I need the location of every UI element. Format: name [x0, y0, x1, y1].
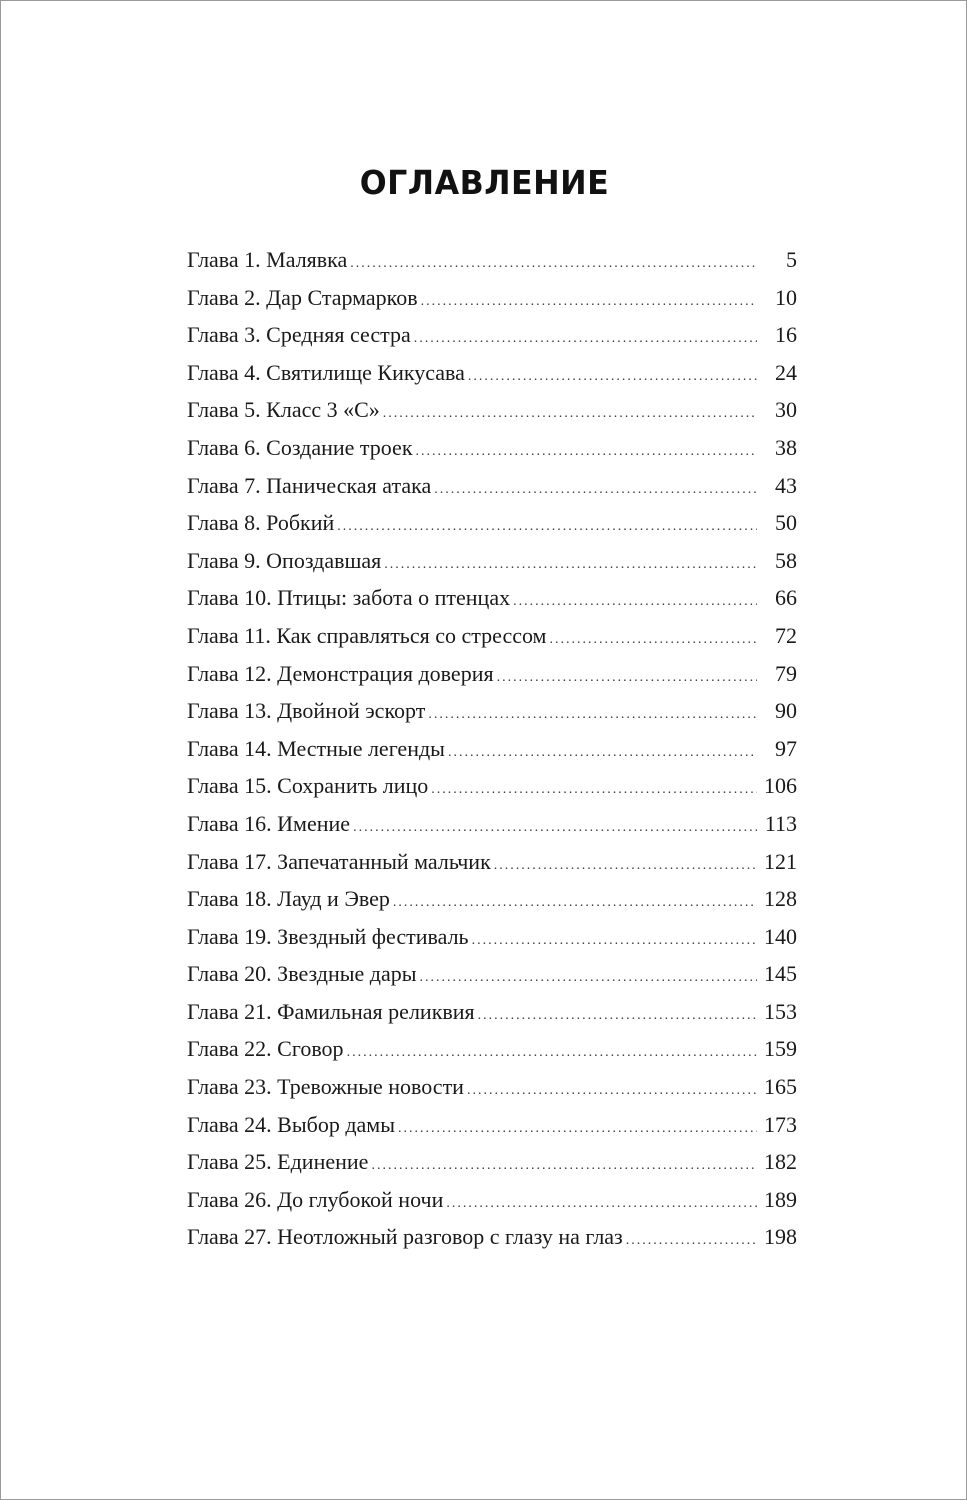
toc-dot-leader: [347, 1034, 757, 1072]
toc-dot-leader: [398, 1110, 757, 1148]
toc-entry-page-number: 189: [764, 1186, 797, 1212]
toc-entry-page-number: 30: [775, 397, 797, 423]
toc-entry: [187, 843, 797, 881]
toc-entry-page-number: 50: [775, 510, 797, 536]
toc-entry: [187, 730, 797, 768]
toc-dot-leader: [371, 1147, 757, 1185]
toc-entry-label: Глава 14. Местные легенды: [187, 735, 445, 761]
toc-entry: [187, 241, 797, 279]
toc-entry-page-number: 16: [775, 322, 797, 348]
toc-entry: [187, 504, 797, 542]
toc-entry-page-number: 58: [775, 547, 797, 573]
toc-entry-page-number: 79: [775, 660, 797, 686]
toc-entry: [187, 955, 797, 993]
toc-dot-leader: [467, 1072, 757, 1110]
toc-entry: [187, 617, 797, 655]
toc-entry-page-number: 106: [764, 773, 797, 799]
toc-dot-leader: [472, 922, 757, 960]
toc-dot-leader: [497, 659, 757, 697]
toc-entry-page-number: 140: [764, 923, 797, 949]
toc-entry: [187, 579, 797, 617]
toc-entry-label: Глава 3. Средняя сестра: [187, 322, 411, 348]
toc-entry-page-number: 72: [775, 622, 797, 648]
toc-entry-page-number: 182: [764, 1149, 797, 1175]
toc-dot-leader: [416, 433, 757, 471]
toc-entry-page-number: 128: [764, 886, 797, 912]
toc-entry-page-number: 66: [775, 585, 797, 611]
toc-entry-label: Глава 8. Робкий: [187, 510, 335, 536]
toc-entry-page-number: 5: [786, 247, 797, 272]
toc-dot-leader: [393, 884, 757, 922]
toc-entry-label: Глава 25. Единение: [187, 1149, 369, 1175]
toc-dot-leader: [434, 471, 757, 509]
toc-dot-leader: [383, 395, 757, 433]
toc-entry-label: Глава 24. Выбор дамы: [187, 1111, 395, 1137]
toc-dot-leader: [513, 583, 757, 621]
toc-entry-page-number: 159: [764, 1036, 797, 1062]
toc-entry: [187, 1143, 797, 1181]
toc-entry-label: Глава 7. Паническая атака: [187, 472, 432, 498]
toc-dot-leader: [353, 809, 757, 847]
toc-dot-leader: [478, 997, 757, 1035]
toc-entry: [187, 655, 797, 693]
toc-dot-leader: [626, 1222, 757, 1260]
toc-entry-page-number: 153: [764, 998, 797, 1024]
toc-entry: [187, 391, 797, 429]
toc-entry: [187, 1068, 797, 1106]
toc-entry-page-number: 90: [775, 698, 797, 724]
toc-entry-label: Глава 21. Фамильная реликвия: [187, 998, 475, 1024]
toc-entry: [187, 1218, 797, 1256]
toc-entry-page-number: 43: [775, 472, 797, 498]
toc-entry: [187, 354, 797, 392]
toc-entry-label: Глава 1. Малявка: [187, 247, 348, 272]
toc-entry: [187, 1106, 797, 1144]
toc-entry-label: Глава 27. Неотложный разговор с глазу на глаз: [187, 1224, 623, 1250]
toc-dot-leader: [420, 959, 757, 997]
toc-entry-page-number: 38: [775, 434, 797, 460]
toc-entry-page-number: 173: [764, 1111, 797, 1137]
toc-entry-label: Глава 19. Звездный фестиваль: [187, 923, 469, 949]
toc-entry-label: Глава 2. Дар Стармарков: [187, 284, 418, 310]
toc-entry: [187, 1181, 797, 1219]
toc-dot-leader: [414, 320, 757, 358]
toc-entry: [187, 279, 797, 317]
toc-entry-label: Глава 20. Звездные дары: [187, 961, 417, 987]
toc-entry-page-number: 24: [775, 359, 797, 385]
toc-entry-label: Глава 15. Сохранить лицо: [187, 773, 429, 799]
toc-entry: [187, 429, 797, 467]
toc-entry-page-number: 165: [764, 1074, 797, 1100]
toc-entry: [187, 467, 797, 505]
toc-dot-leader: [446, 1185, 757, 1223]
toc-entry-page-number: 97: [775, 735, 797, 761]
toc-entry-label: Глава 17. Запечатанный мальчик: [187, 848, 491, 874]
toc-entry-label: Глава 18. Лауд и Эвер: [187, 886, 390, 912]
toc-entry: [187, 316, 797, 354]
toc-entry: [187, 542, 797, 580]
toc-entry: [187, 692, 797, 730]
toc-entry-page-number: 198: [764, 1224, 797, 1250]
toc-entry-page-number: 121: [764, 848, 797, 874]
toc-entry-label: Глава 22. Сговор: [187, 1036, 344, 1062]
toc-entry-page-number: 145: [764, 961, 797, 987]
toc-dot-leader: [428, 696, 757, 734]
toc-dot-leader: [431, 771, 757, 809]
toc-entry-label: Глава 11. Как справляться со стрессом: [187, 622, 547, 648]
toc-entry-label: Глава 6. Создание троек: [187, 434, 413, 460]
toc-dot-leader: [384, 546, 757, 584]
toc-entry: [187, 1030, 797, 1068]
toc-entry-label: Глава 4. Святилище Кикусава: [187, 359, 465, 385]
toc-entry-label: Глава 12. Демонстрация доверия: [187, 660, 494, 686]
toc-entry-label: Глава 23. Тревожные новости: [187, 1074, 464, 1100]
toc-entry-label: Глава 13. Двойной эскорт: [187, 698, 426, 724]
toc-entry-label: Глава 10. Птицы: забота о птенцах: [187, 585, 511, 611]
page-title: ОГЛАВЛЕНИЕ: [359, 163, 610, 202]
toc-dot-leader: [337, 508, 757, 546]
toc-entry: [187, 993, 797, 1031]
toc-dot-leader: [448, 734, 757, 772]
toc-dot-leader: [468, 358, 757, 396]
toc-dot-leader: [494, 847, 757, 885]
toc-entry: [187, 880, 797, 918]
toc-dot-leader: [549, 621, 757, 659]
toc-dot-leader: [350, 245, 757, 283]
toc-entry: [187, 767, 797, 805]
toc-entry-label: Глава 9. Опоздавшая: [187, 547, 382, 573]
toc-entry: [187, 805, 797, 843]
toc-entry-label: Глава 26. До глубокой ночи: [187, 1186, 444, 1212]
toc-entry-page-number: 10: [775, 284, 797, 310]
toc-entry: [187, 918, 797, 956]
toc-dot-leader: [421, 283, 757, 321]
toc-entry-page-number: 113: [764, 810, 797, 836]
toc-entry-label: Глава 16. Имение: [187, 810, 351, 836]
table-of-contents: [187, 241, 797, 1256]
toc-entry-label: Глава 5. Класс 3 «С»: [187, 397, 380, 423]
